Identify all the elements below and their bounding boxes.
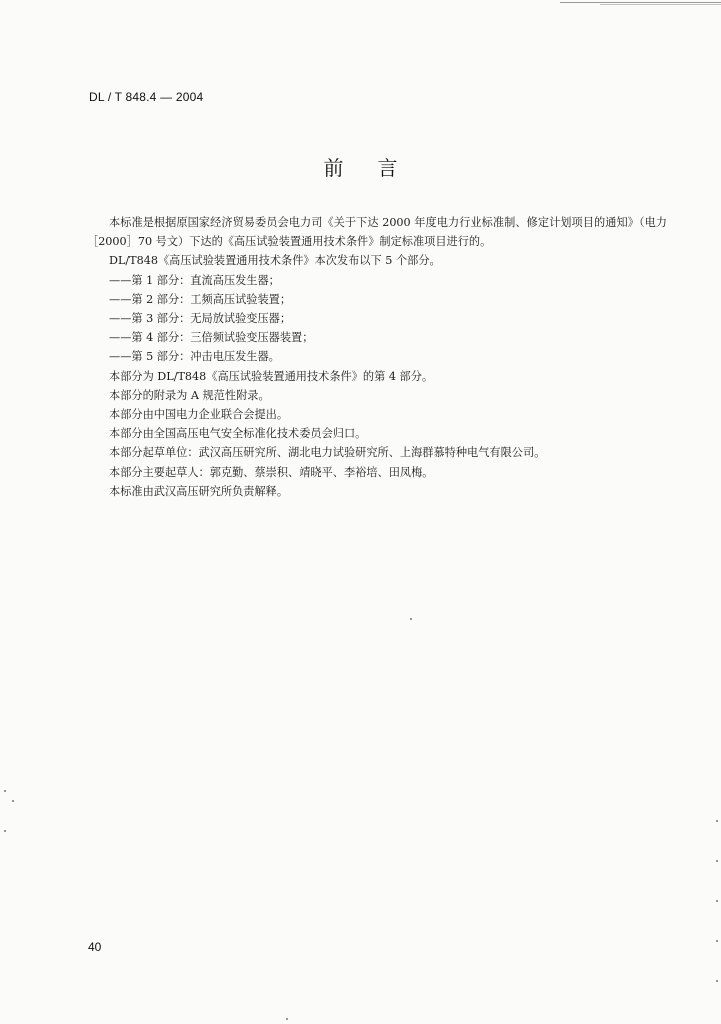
standard-code: DL / T 848.4 — 2004 — [89, 90, 204, 104]
intro-paragraph: 本标准是根据原国家经济贸易委员会电力司《关于下达 2000 年度电力行业标准制、修定计划项目的通知》（电力［2000］70 号文）下达的《高压试验装置通用技术条件》制定标准项目进行的。 — [87, 216, 667, 249]
scan-artifact-dot — [716, 820, 718, 822]
interpretation-paragraph: 本标准由武汉高压研究所负责解释。 — [109, 484, 289, 498]
drafting-units-paragraph: 本部分起草单位：武汉高压研究所、湖北电力试验研究所、上海群慕特种电气有限公司。 — [109, 446, 546, 460]
scan-artifact-dot — [4, 830, 6, 832]
foreword-body — [87, 213, 667, 501]
scan-artifact-dot — [716, 980, 718, 982]
scan-artifact-line — [600, 4, 721, 5]
parts-intro-paragraph: DL/T848《高压试验装置通用技术条件》本次发布以下 5 个部分。 — [109, 254, 441, 268]
part-list-item: ——第 3 部分：无局放试验变压器； — [109, 312, 292, 326]
appendix-paragraph: 本部分的附录为 A 规范性附录。 — [109, 388, 270, 402]
part-list-item: ——第 5 部分：冲击电压发生器。 — [109, 350, 280, 364]
part-list-item: ——第 1 部分：直流高压发生器； — [109, 273, 280, 287]
part-list-item: ——第 2 部分：工频高压试验装置； — [109, 292, 292, 306]
page-number: 40 — [88, 940, 102, 954]
this-part-paragraph: 本部分为 DL/T848《高压试验装置通用技术条件》的第 4 部分。 — [109, 369, 434, 383]
part-list-item: ——第 4 部分：三倍频试验变压器装置； — [109, 331, 314, 345]
scan-artifact-dot — [410, 618, 412, 620]
scan-artifact-line — [560, 2, 721, 3]
scan-artifact-dot — [286, 1018, 288, 1020]
proposed-by-paragraph: 本部分由中国电力企业联合会提出。 — [109, 408, 289, 422]
scan-artifact-dot — [716, 860, 718, 862]
scan-artifact-dot — [716, 940, 718, 942]
scan-artifact-dot — [716, 900, 718, 902]
page-title: 前言 — [323, 156, 432, 180]
drafters-paragraph: 本部分主要起草人：郭克勤、蔡崇积、靖晓平、李裕培、田凤梅。 — [109, 465, 434, 479]
managed-by-paragraph: 本部分由全国高压电气安全标准化技术委员会归口。 — [109, 427, 367, 441]
scan-artifact-dot — [4, 790, 6, 792]
scan-artifact-dot — [12, 800, 14, 802]
